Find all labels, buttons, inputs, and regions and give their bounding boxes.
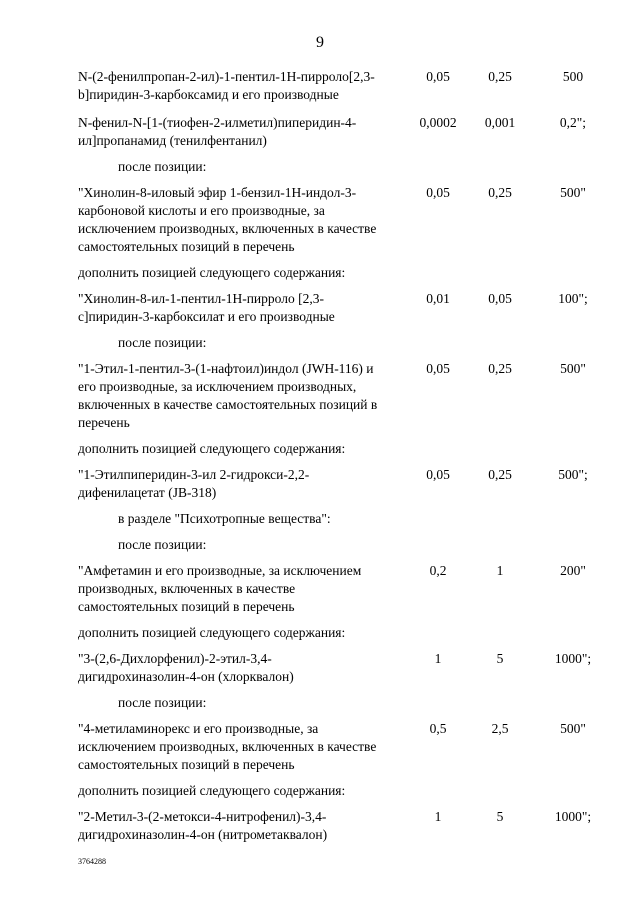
value-col-2: 0,25 xyxy=(488,467,512,482)
instruction-line: дополнить позицией следующего содержания: xyxy=(78,265,346,280)
value-col-3: 100"; xyxy=(558,291,588,306)
value-col-1: 0,5 xyxy=(429,721,447,736)
value-col-2: 2,5 xyxy=(491,721,509,736)
table-row xyxy=(78,720,598,774)
value-col-2: 0,001 xyxy=(484,115,516,130)
value-col-3: 1000"; xyxy=(554,651,592,666)
value-col-1: 1 xyxy=(434,809,442,824)
value-col-2: 1 xyxy=(496,563,504,578)
substance-name: "2-Метил-3-(2-метокси-4-нитрофенил)-3,4-дигидрохиназолин-4-он (нитрометаквалон) xyxy=(78,809,328,842)
value-col-2: 5 xyxy=(496,809,504,824)
value-col-2: 5 xyxy=(496,651,504,666)
substance-name: "Хинолин-8-ил-1-пентил-1Н-пирроло [2,3-c]пиридин-3-карбоксилат и его производные xyxy=(78,291,335,324)
value-col-1: 0,05 xyxy=(426,69,450,84)
value-col-2: 0,05 xyxy=(488,291,512,306)
value-col-1: 0,05 xyxy=(426,185,450,200)
value-col-1: 0,01 xyxy=(426,291,450,306)
value-col-3: 0,2"; xyxy=(559,115,587,130)
value-col-1: 0,05 xyxy=(426,467,450,482)
value-col-3: 500" xyxy=(560,721,586,736)
value-col-1: 0,05 xyxy=(426,361,450,376)
page-number: 9 xyxy=(316,34,324,51)
table-row xyxy=(78,68,598,104)
table-row xyxy=(78,466,598,502)
value-col-3: 500" xyxy=(560,361,586,376)
substance-name: "Амфетамин и его производные, за исключением производных, включенных в качестве самостоятельных позиций в перечень xyxy=(78,563,362,614)
document-body xyxy=(78,68,598,852)
value-col-3: 200" xyxy=(560,563,586,578)
value-col-3: 500" xyxy=(560,185,586,200)
value-col-1: 0,0002 xyxy=(419,115,457,130)
instruction-line: после позиции: xyxy=(118,695,207,710)
instruction-line: после позиции: xyxy=(118,537,207,552)
substance-name: "4-метиламинорекс и его производные, за исключением производных, включенных в качестве самостоятельных позиций в перечень xyxy=(78,721,377,772)
value-col-3: 500"; xyxy=(558,467,588,482)
instruction-line: дополнить позицией следующего содержания: xyxy=(78,625,346,640)
table-row xyxy=(78,290,598,326)
instruction-line: после позиции: xyxy=(118,159,207,174)
instruction-line: дополнить позицией следующего содержания: xyxy=(78,783,346,798)
table-row xyxy=(78,808,598,844)
instruction-line: после позиции: xyxy=(118,335,207,350)
substance-name: N-фенил-N-[1-(тиофен-2-илметил)пиперидин-4-ил]пропанамид (тенилфентанил) xyxy=(78,115,357,148)
table-row xyxy=(78,650,598,686)
substance-name: "1-Этил-1-пентил-3-(1-нафтоил)индол (JWH-116) и его производные, за исключением производных, включенных в качестве самостоятельных позиций в перечень xyxy=(78,361,378,430)
value-col-1: 1 xyxy=(434,651,442,666)
table-row xyxy=(78,184,598,256)
value-col-3: 1000"; xyxy=(554,809,592,824)
value-col-2: 0,25 xyxy=(488,185,512,200)
value-col-2: 0,25 xyxy=(488,361,512,376)
instruction-line: в разделе "Психотропные вещества": xyxy=(118,511,331,526)
document-code: 3764288 xyxy=(78,857,106,866)
table-row xyxy=(78,114,598,150)
substance-name: "3-(2,6-Дихлорфенил)-2-этил-3,4-дигидрохиназолин-4-он (хлорквалон) xyxy=(78,651,294,684)
value-col-3: 500 xyxy=(562,69,584,84)
table-row xyxy=(78,360,598,432)
substance-name: "1-Этилпиперидин-3-ил 2-гидрокси-2,2-дифенилацетат (JB-318) xyxy=(78,467,310,500)
substance-name: "Хинолин-8-иловый эфир 1-бензил-1Н-индол-3-карбоновой кислоты и его производные, за исключением производных, включенных в качестве самостоятельных позиций в перечень xyxy=(78,185,377,254)
substance-name: N-(2-фенилпропан-2-ил)-1-пентил-1Н-пирроло[2,3-b]пиридин-3-карбоксамид и его производные xyxy=(78,69,375,102)
instruction-line: дополнить позицией следующего содержания: xyxy=(78,441,346,456)
value-col-2: 0,25 xyxy=(488,69,512,84)
table-row xyxy=(78,562,598,616)
value-col-1: 0,2 xyxy=(429,563,447,578)
